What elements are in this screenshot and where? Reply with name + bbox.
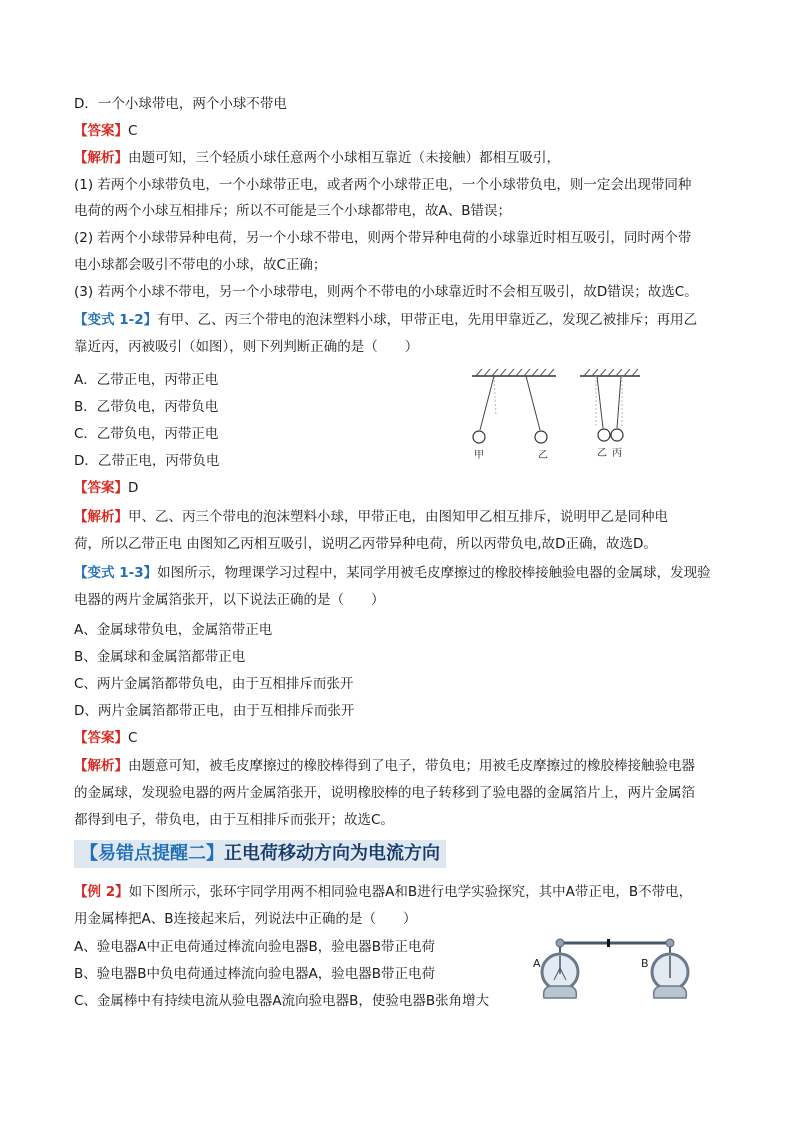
option-d: D、两片金属箔都带正电，由于互相排斥而张开: [74, 703, 355, 719]
label-a: A: [533, 957, 541, 970]
section-heading: [74, 840, 446, 868]
analysis-line: 荷，所以乙带正电 由图知乙丙相互吸引，说明乙丙带异种电荷，所以丙带负电,故D正确，故选D。: [74, 536, 657, 552]
answer-value: C: [128, 123, 138, 139]
option-d-q1: D．一个小球带电，两个小球不带电: [74, 96, 287, 112]
rod-handle: [607, 939, 610, 947]
ball-bing: [611, 429, 623, 441]
ball-yi: [535, 431, 547, 443]
answer-row-3: [74, 728, 137, 748]
analysis-line: (1) 若两个小球带负电，一个小球带正电，或者两个小球带正电，一个小球带负电，则一定会出现带同种: [74, 177, 692, 193]
variant-text: 有甲、乙、丙三个带电的泡沫塑料小球，甲带正电，先用甲靠近乙，发现乙被排斥；再用乙: [157, 312, 698, 328]
label-yi: 乙: [538, 450, 548, 461]
label-yi-2: 乙: [597, 448, 607, 459]
answer-label: 【答案】: [74, 480, 128, 496]
answer-row-1: [74, 121, 137, 141]
option-a: A．乙带正电，丙带正电: [74, 372, 219, 388]
question-line: 用金属棒把A、B连接起来后，列说法中正确的是（ ）: [74, 911, 417, 927]
option-b: B、金属球和金属箔都带正电: [74, 649, 246, 665]
example-text: 如下图所示，张环宇同学用两不相同验电器A和B进行电学实验探究，其中A带正电，B不带电，: [128, 884, 693, 900]
heading-tag: 【易错点提醒二】: [80, 843, 224, 864]
label-jia: 甲: [474, 450, 484, 461]
option-b: B．乙带负电，丙带负电: [74, 399, 219, 415]
right-support: [580, 369, 640, 459]
option-a: A、金属球带负电，金属箔带正电: [74, 622, 273, 638]
pendulum-figure: [466, 366, 646, 466]
analysis-line: 都得到电子，带负电，由于互相排斥而张开；故选C。: [74, 812, 394, 828]
option-a: A、验电器A中正电荷通过棒流向验电器B，验电器B带正电荷: [74, 939, 435, 955]
ball-yi-2: [598, 429, 610, 441]
analysis-text: 甲、乙、丙三个带电的泡沫塑料小球，甲带正电，由图知甲乙相互排斥，说明甲乙是同种电: [128, 509, 668, 525]
electroscope-b: [652, 939, 688, 998]
ball-jia: [473, 431, 485, 443]
analysis-line: (2) 若两个小球带异种电荷，另一个小球不带电，则两个带异种电荷的小球靠近时相互吸引，同时两个带: [74, 230, 692, 246]
heading-title: 正电荷移动方向为电流方向: [224, 843, 440, 864]
variant-1-3-question: [74, 563, 711, 583]
option-b: B、验电器B中负电荷通过棒流向验电器A，验电器B带正电荷: [74, 966, 436, 982]
variant-1-2-question: [74, 310, 697, 330]
label-bing: 丙: [612, 448, 622, 459]
electroscope-a: [542, 939, 578, 998]
answer-value: C: [128, 730, 138, 746]
analysis-line: 的金属球，发现验电器的两片金属箔张开，说明橡胶棒的电子转移到了验电器的金属箔片上，两片金属箔: [74, 785, 695, 801]
analysis-line: (3) 若两个小球不带电，另一个小球带电，则两个不带电的小球靠近时不会相互吸引，故D错误；故选C。: [74, 284, 698, 300]
example-2-question: [74, 882, 692, 902]
analysis-row-2: [74, 507, 668, 527]
question-line: 电器的两片金属箔张开，以下说法正确的是（ ）: [74, 592, 385, 608]
example-label: 【例 2】: [74, 884, 129, 900]
analysis-label: 【解析】: [74, 150, 128, 166]
variant-text: 如图所示，物理课学习过程中，某同学用被毛皮摩擦过的橡胶棒接触验电器的金属球，发现验: [157, 565, 711, 581]
left-support: [472, 369, 556, 461]
label-b: B: [641, 957, 649, 970]
question-line: 靠近丙，丙被吸引（如图），则下列判断正确的是（ ）: [74, 339, 419, 355]
analysis-text: 由题意可知，被毛皮摩擦过的橡胶棒得到了电子，带负电；用被毛皮摩擦过的橡胶棒接触验电器: [128, 758, 695, 774]
option-c: C、金属棒中有持续电流从验电器A流向验电器B，使验电器B张角增大: [74, 993, 490, 1009]
analysis-row-3: [74, 756, 695, 776]
answer-label: 【答案】: [74, 123, 128, 139]
analysis-label: 【解析】: [74, 509, 128, 525]
option-c: C．乙带负电，丙带正电: [74, 426, 219, 442]
analysis-label: 【解析】: [74, 758, 128, 774]
answer-row-2: [74, 478, 138, 498]
variant-label: 【变式 1-3】: [74, 565, 158, 581]
option-d: D．乙带正电，丙带负电: [74, 453, 220, 469]
variant-label: 【变式 1-2】: [74, 312, 158, 328]
analysis-text: 由题可知，三个轻质小球任意两个小球相互靠近（未接触）都相互吸引，: [128, 150, 560, 166]
option-c: C、两片金属箔都带负电，由于互相排斥而张开: [74, 676, 354, 692]
electroscope-figure: [530, 934, 700, 1002]
analysis-line: 电荷的两个小球互相排斥；所以不可能是三个小球都带电，故A、B错误；: [74, 203, 511, 219]
answer-value: D: [128, 480, 139, 496]
answer-label: 【答案】: [74, 730, 128, 746]
analysis-row-1: [74, 148, 560, 168]
analysis-line: 电小球都会吸引不带电的小球，故C正确；: [74, 257, 327, 273]
